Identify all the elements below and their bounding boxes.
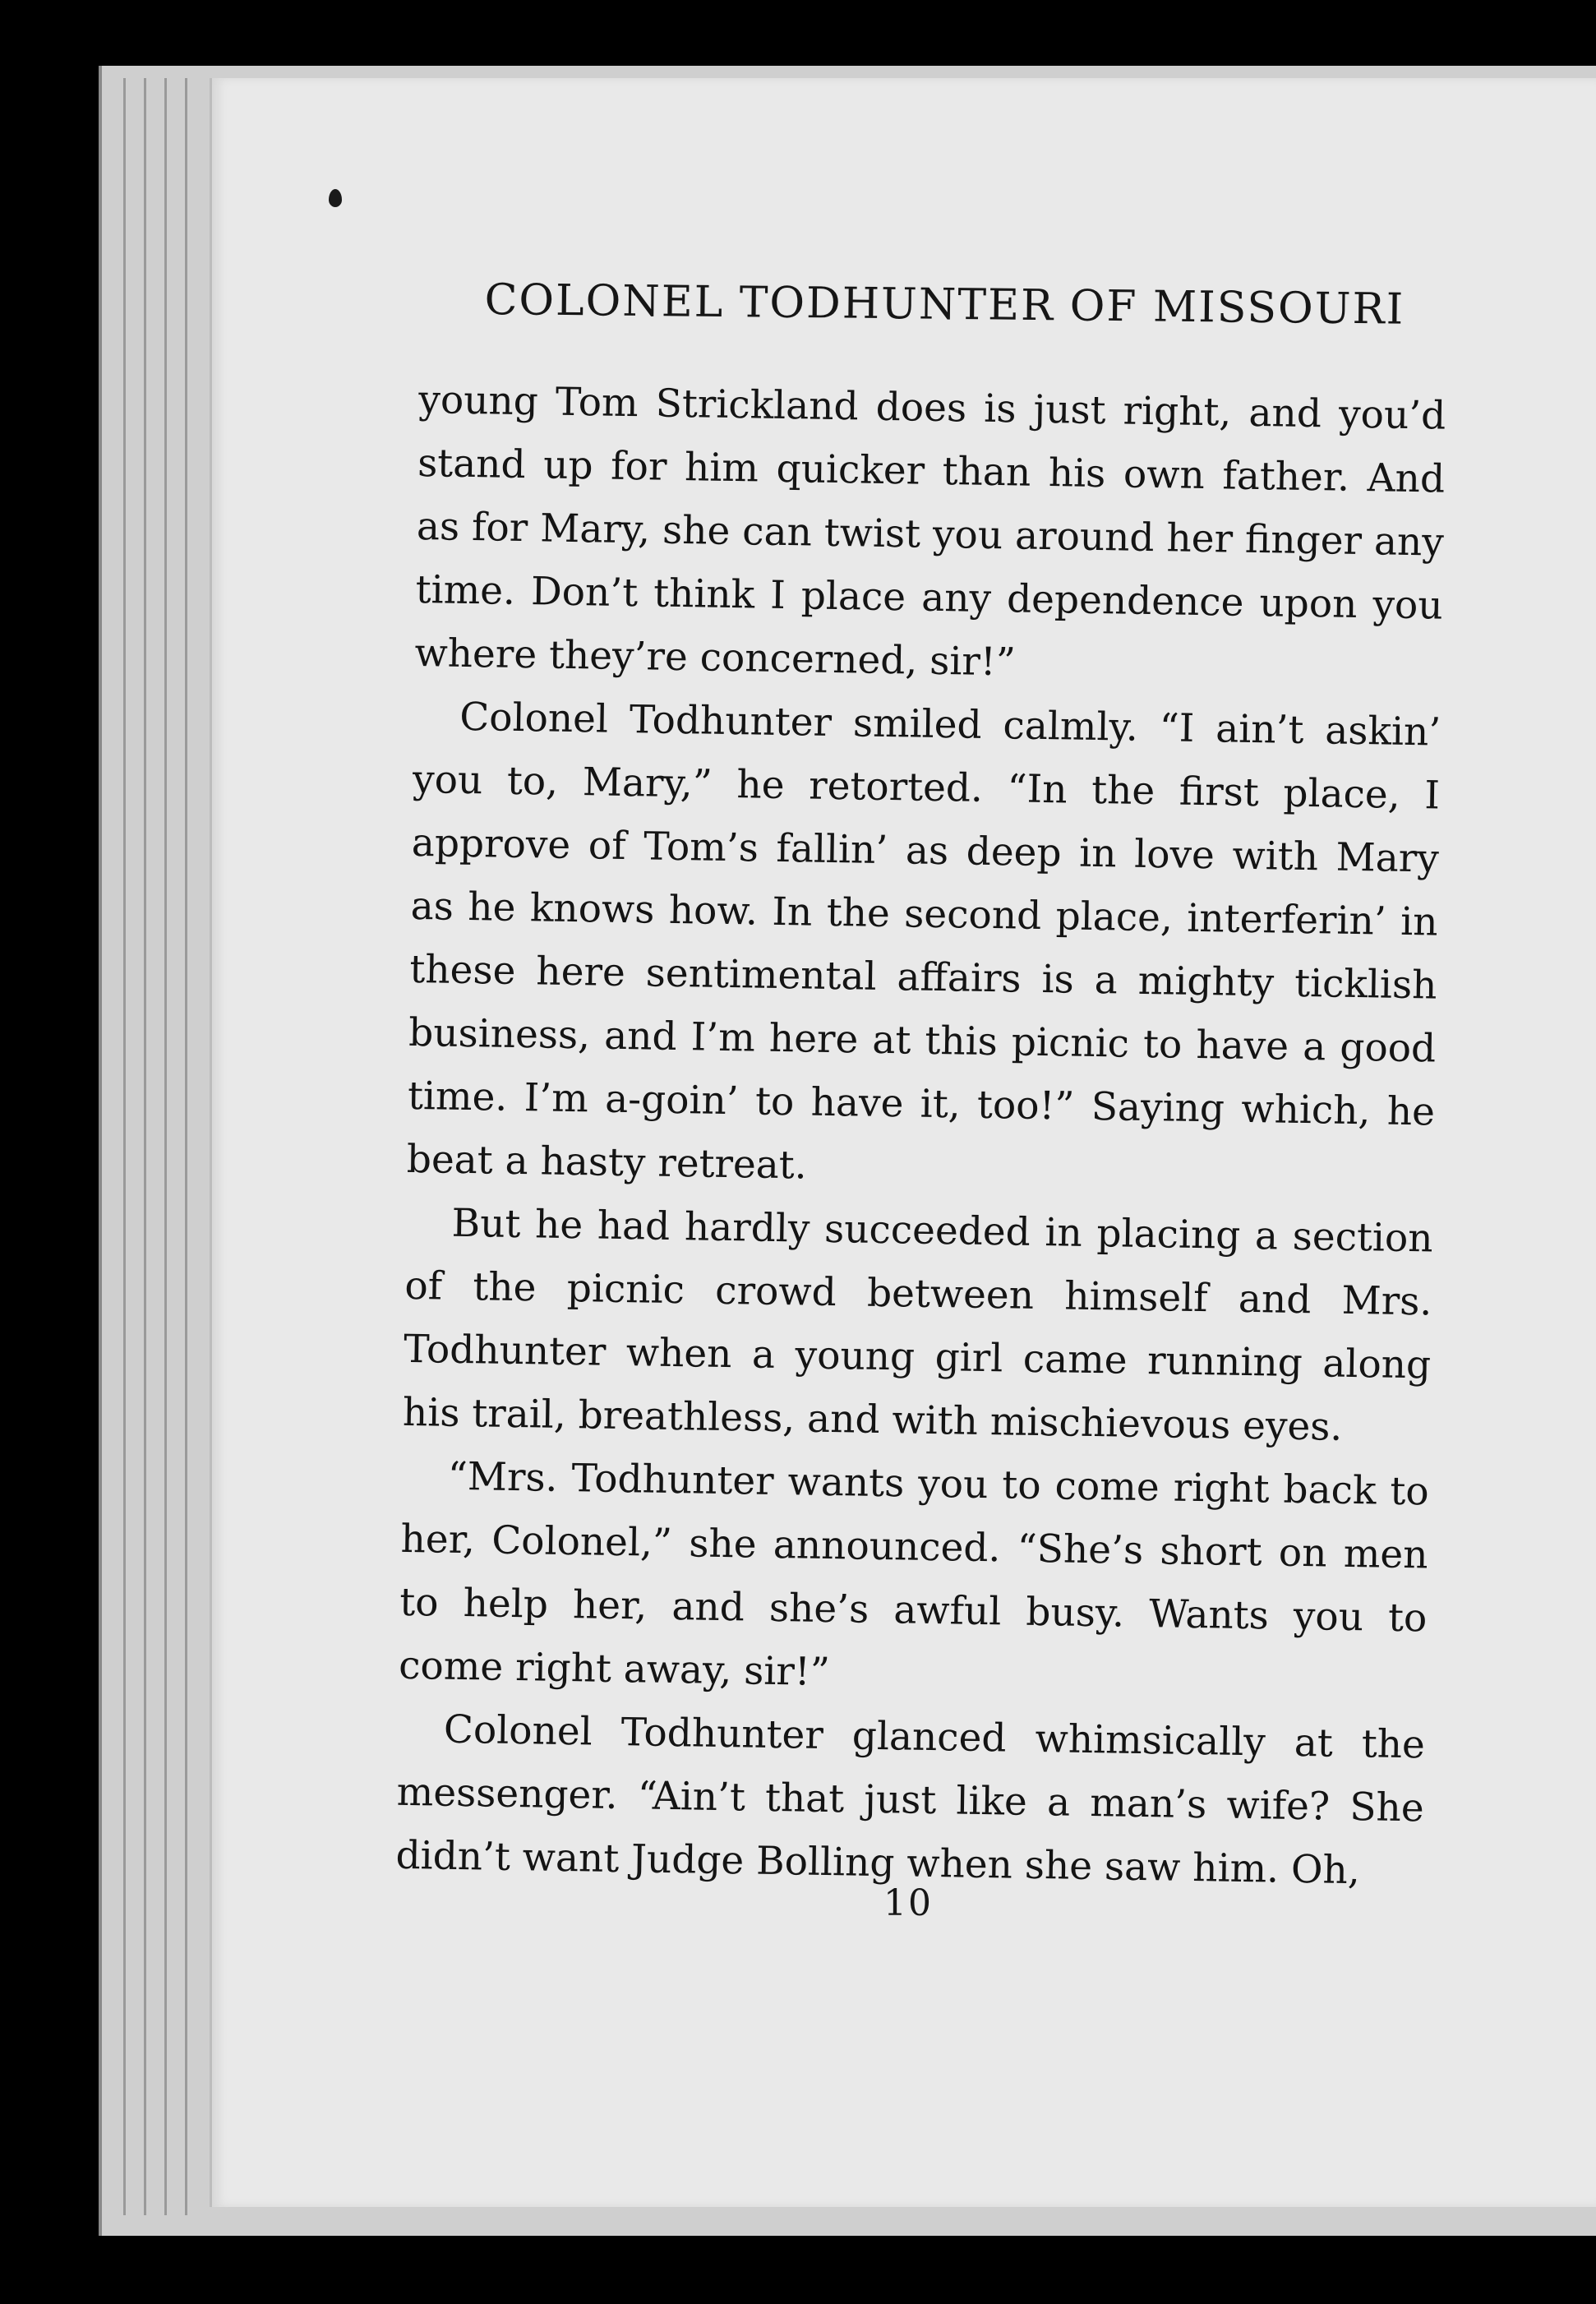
ink-mark: [329, 189, 342, 207]
paragraph: “Mrs. Todhunter wants you to come right back to her, Colonel,” she announced. “She’s short on men to help her, and she’s awful busy. Wants you to come right away, sir!”: [398, 1453, 1430, 1696]
body-text: [395, 368, 1446, 1903]
page-edge-line: [185, 78, 187, 2215]
page-edge-line: [144, 78, 146, 2215]
running-head: COLONEL TODHUNTER OF MISSOURI: [484, 275, 1405, 335]
paragraph: Colonel Todhunter smiled calmly. “I ain’t askin’ you to, Mary,” he retorted. “In the first place, I approve of Tom’s fallin’ as deep in love with Mary as he knows how. In the second place, interferin’ in these here sentimental affairs is a mighty ticklish business, and I’m here at this picnic to have a good time. I’m a-goin’ to have it, too!” Saying which, he beat a hasty retreat.: [406, 694, 1441, 1189]
page-edge-line: [123, 78, 126, 2215]
paragraph: young Tom Strickland does is just right, and you’d stand up for him quicker than his own father. And as for Mary, she can twist you around her finger any time. Don’t think I place any dependence upon you where they’re concerned, sir!”: [414, 376, 1446, 686]
paragraph: Colonel Todhunter glanced whimsically at the messenger. “Ain’t that just like a man’s wife? She didn’t want Judge Bolling when she saw him. Oh,: [395, 1706, 1426, 1894]
paragraph: But he had hardly succeeded in placing a section of the picnic crowd between himself and Mrs. Todhunter when a young girl came running along his trail, breathless, and with mischievous eyes.: [402, 1200, 1433, 1450]
page-number: 10: [883, 1882, 933, 1924]
page-edge-line: [164, 78, 167, 2215]
